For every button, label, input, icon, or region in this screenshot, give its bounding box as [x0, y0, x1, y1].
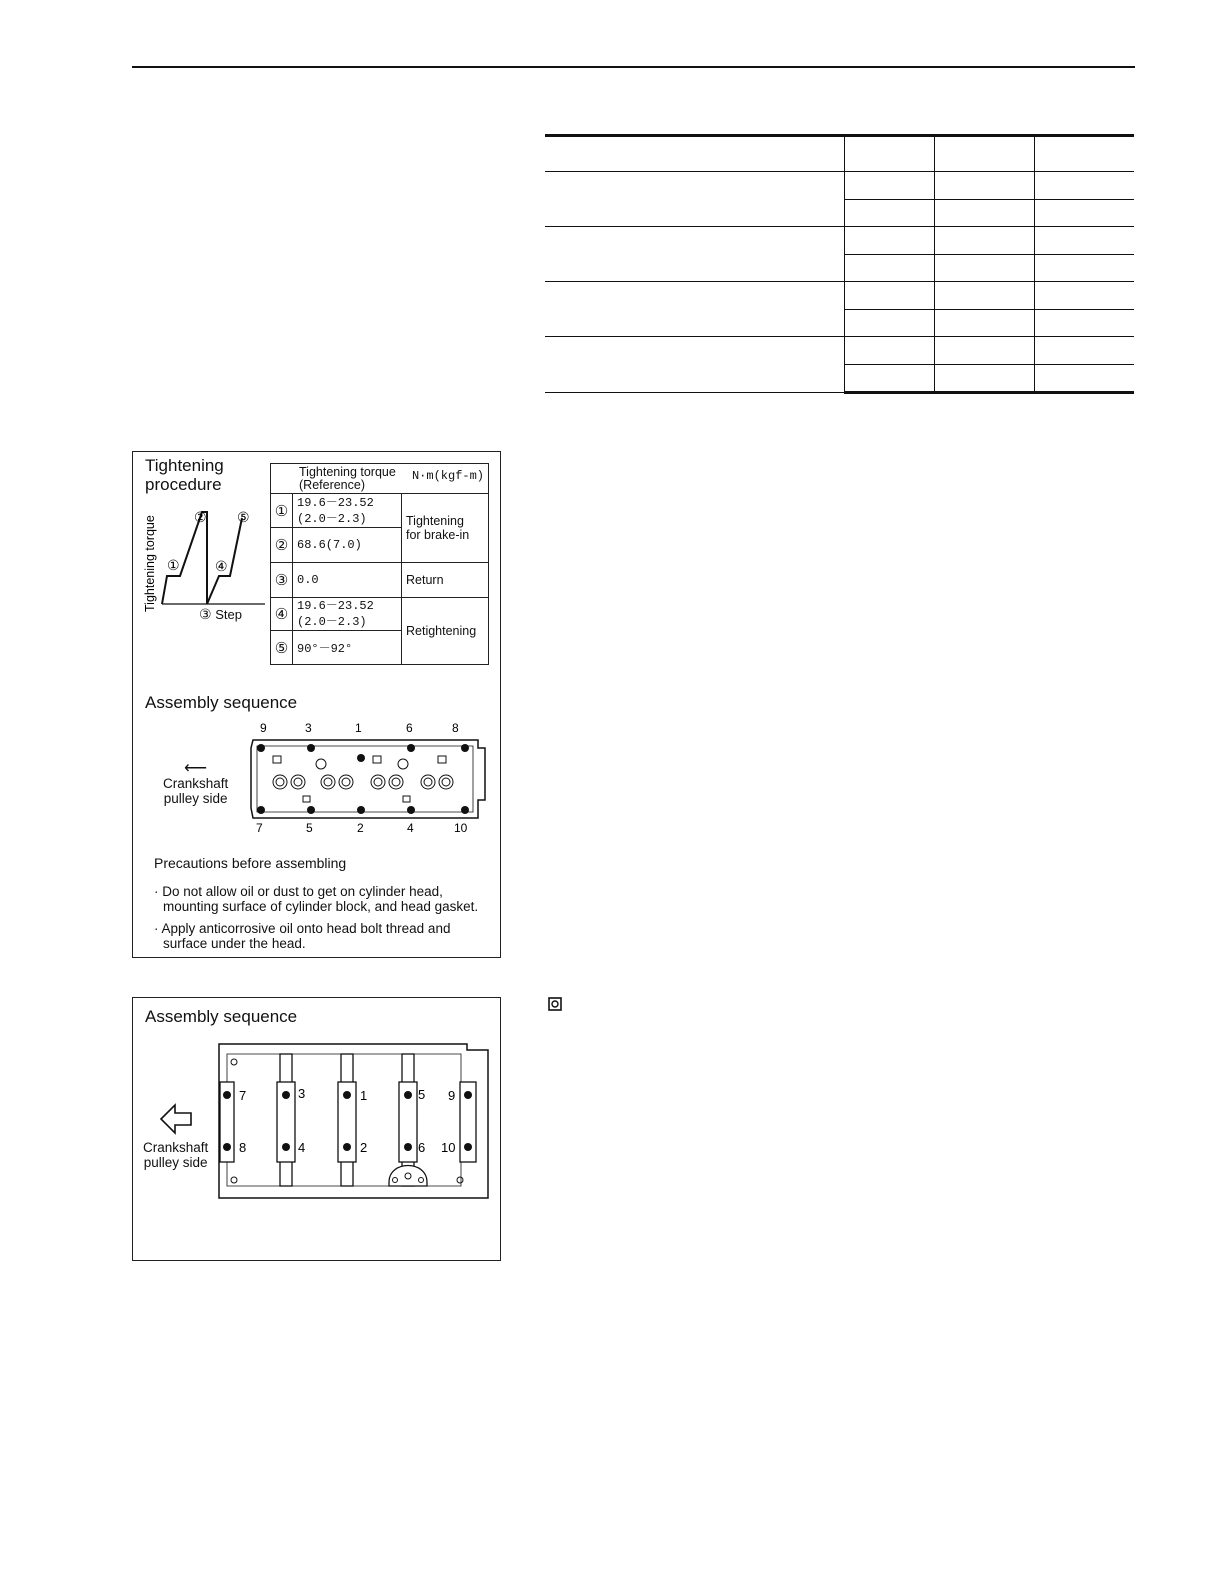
torque-value: 19.6－23.52 (2.0－2.3)	[293, 494, 402, 528]
specification-table	[545, 134, 1134, 394]
precaution-item: · Do not allow oil or dust to get on cylinder head, mounting surface of cylinder block, and head gasket.	[154, 884, 479, 914]
table-row	[545, 227, 1134, 255]
bolt-number: 9	[260, 721, 267, 735]
brake-in-group: Tightening for brake-in	[402, 494, 489, 563]
return-group: Return	[402, 563, 489, 598]
bottom-bolt-numbers	[256, 821, 468, 835]
torque-value: 68.6(7.0)	[293, 528, 402, 563]
bolt-number: 5	[306, 821, 313, 835]
precautions-title: Precautions before assembling	[154, 855, 347, 871]
torque-table-header: Tightening torque N·m(kgf-m) (Reference)	[271, 464, 489, 494]
bolt-number: 7	[239, 1088, 247, 1103]
step-mark-1: ①	[167, 557, 180, 573]
crankshaft-direction: ⟵ Crankshaft pulley side	[163, 760, 229, 806]
table-row	[545, 172, 1134, 200]
bearing-cap-diagram	[217, 1042, 493, 1200]
bolt-number: 2	[357, 821, 364, 835]
arrow-left-icon	[158, 1102, 194, 1136]
torque-table	[270, 463, 489, 665]
tightening-procedure-title: Tightening procedure	[145, 456, 224, 494]
top-bolt-numbers	[260, 721, 459, 735]
torque-value: 90°－92°	[293, 631, 402, 665]
bolt-number: 10	[441, 1140, 456, 1155]
table-row	[545, 337, 1134, 365]
special-tool-icon	[548, 997, 562, 1011]
bolt-number: 4	[407, 821, 414, 835]
bolt-number: 9	[448, 1088, 456, 1103]
bolt-number: 6	[418, 1140, 426, 1155]
bolt-number: 7	[256, 821, 263, 835]
torque-step: ①	[271, 494, 293, 528]
torque-step: ②	[271, 528, 293, 563]
bolt-number: 5	[418, 1087, 426, 1102]
torque-step: ⑤	[271, 631, 293, 665]
arrow-left-icon: ⟵	[184, 760, 208, 777]
bolt-number: 8	[239, 1140, 247, 1155]
crankshaft-direction: Crankshaft pulley side	[143, 1102, 208, 1170]
bolt-number: 3	[298, 1086, 306, 1101]
bolt-number: 1	[355, 721, 362, 735]
cylinder-head-figure	[132, 451, 501, 958]
main-bearing-cap-figure	[132, 997, 501, 1261]
cylinder-head-diagram	[243, 718, 493, 836]
precaution-item: · Apply anticorrosive oil onto head bolt thread and surface under the head.	[154, 921, 451, 951]
step-mark-5: ⑤	[237, 509, 250, 525]
bolt-number: 4	[298, 1140, 306, 1155]
graph-y-label: Tightening torque	[143, 515, 157, 612]
retightening-group: Retightening	[402, 598, 489, 665]
bolt-number: 6	[406, 721, 413, 735]
bolt-number: 8	[452, 721, 459, 735]
bolt-number: 10	[454, 821, 468, 835]
bolt-number: 3	[305, 721, 312, 735]
assembly-sequence-title: Assembly sequence	[145, 693, 298, 712]
assembly-sequence-title: Assembly sequence	[145, 1007, 298, 1026]
torque-step: ④	[271, 598, 293, 631]
step-mark-4: ④	[215, 558, 228, 574]
torque-step: ③	[271, 563, 293, 598]
torque-value: 0.0	[293, 563, 402, 598]
header-rule	[132, 66, 1135, 68]
table-header-row	[545, 136, 1134, 172]
bolt-number: 1	[360, 1088, 368, 1103]
step-mark-3: ③	[199, 607, 212, 623]
bolt-number: 2	[360, 1140, 368, 1155]
graph-x-label: ③ Step	[199, 607, 242, 623]
torque-value: 19.6－23.52 (2.0－2.3)	[293, 598, 402, 631]
step-mark-2: ②	[194, 509, 207, 525]
table-row	[545, 282, 1134, 310]
